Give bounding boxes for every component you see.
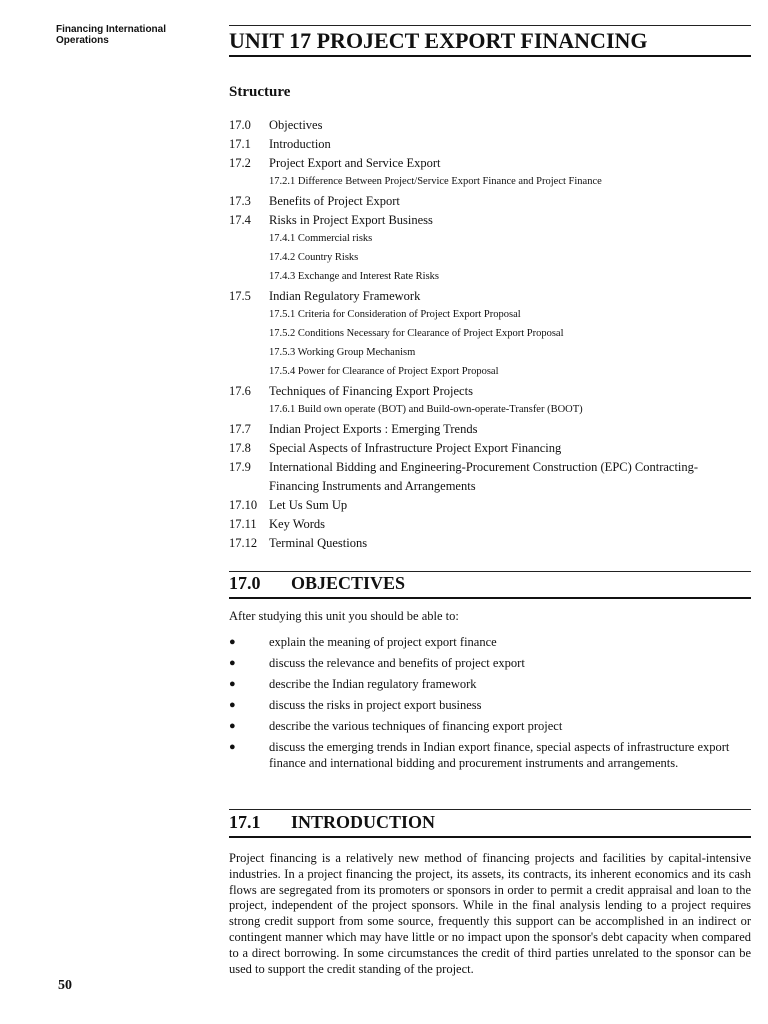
toc-label: 17.5.3 Working Group Mechanism xyxy=(269,347,416,358)
toc-entry xyxy=(229,137,751,156)
toc-subentry xyxy=(229,365,751,384)
toc-label: International Bidding and Engineering-Procurement Construction (EPC) Contracting- xyxy=(269,460,699,474)
objectives-intro: After studying this unit you should be able to: xyxy=(229,609,459,623)
toc-label: Risks in Project Export Business xyxy=(269,213,433,227)
objective-text: describe the Indian regulatory framework xyxy=(269,677,477,691)
objective-item xyxy=(229,719,751,735)
toc-number: 17.5 xyxy=(229,289,251,303)
toc-label: Let Us Sum Up xyxy=(269,498,348,512)
toc-label: Terminal Questions xyxy=(269,536,368,550)
toc-number: 17.2 xyxy=(229,156,251,170)
objectives-section-title: OBJECTIVES xyxy=(291,573,406,593)
toc-entry xyxy=(229,517,751,536)
objective-item xyxy=(229,656,751,672)
unit-title: UNIT 17 PROJECT EXPORT FINANCING xyxy=(229,28,648,53)
toc-entry xyxy=(229,536,751,555)
introduction-section-number: 17.1 xyxy=(229,812,261,832)
introduction-top-rule xyxy=(229,809,751,810)
page-number: 50 xyxy=(58,978,72,993)
toc-number: 17.3 xyxy=(229,194,251,208)
toc-entry xyxy=(229,194,751,213)
toc-number: 17.7 xyxy=(229,422,251,436)
toc-number: 17.9 xyxy=(229,460,251,474)
toc-subentry xyxy=(229,327,751,346)
toc-number: 17.4 xyxy=(229,213,251,227)
objectives-list xyxy=(229,635,751,777)
toc-entry xyxy=(229,441,751,460)
bullet-icon: ● xyxy=(229,657,236,669)
toc-label: 17.4.2 Country Risks xyxy=(269,252,359,263)
toc-label: Indian Project Exports : Emerging Trends xyxy=(269,422,478,436)
objectives-top-rule xyxy=(229,571,751,572)
toc-label: 17.2.1 Difference Between Project/Service Export Finance and Project Finance xyxy=(269,176,602,187)
objective-item xyxy=(229,677,751,693)
toc-entry xyxy=(229,498,751,517)
toc-subentry xyxy=(229,175,751,194)
objective-item xyxy=(229,740,751,771)
toc-label-continuation: Financing Instruments and Arrangements xyxy=(269,479,476,493)
bullet-icon: ● xyxy=(229,636,236,648)
toc-number: 17.0 xyxy=(229,118,251,132)
toc-entry xyxy=(229,384,751,403)
bullet-icon: ● xyxy=(229,720,236,732)
toc-subentry xyxy=(229,308,751,327)
objective-text: discuss the risks in project export business xyxy=(269,698,482,712)
toc-number: 17.12 xyxy=(229,536,258,550)
toc-label: 17.4.3 Exchange and Interest Rate Risks xyxy=(269,271,439,282)
objective-text: describe the various techniques of financing export project xyxy=(269,719,563,733)
toc-label: 17.5.2 Conditions Necessary for Clearance of Project Export Proposal xyxy=(269,328,564,339)
introduction-paragraph: Project financing is a relatively new method of financing projects and facilities by capital-intensive industries. In a project financing the project, its assets, its contracts, its inherent economics and its cash flows are segregated from its promoters or sponsors in order to permit a credit appraisal and loan to the project, independent of the project sponsors. While in the final analysis lending to a project requires strong credit support from some source, frequently this support can be accomplished in an indirect or contingent manner which may have little or no impact upon the sponsor's debt capacity when compared to a direct borrowing. In some circumstances the credit of third parties unrelated to the sponsor can be used to support the credit standing of the project. xyxy=(229,851,751,976)
objective-text: discuss the emerging trends in Indian export finance, special aspects of infrastructure export finance and international bidding and procurement instruments and arrangements. xyxy=(269,740,730,770)
toc-number: 17.10 xyxy=(229,498,258,512)
toc-number: 17.6 xyxy=(229,384,251,398)
objectives-heading xyxy=(229,573,405,594)
introduction-section-title: INTRODUCTION xyxy=(291,812,436,832)
toc-subentry xyxy=(229,270,751,289)
toc-label: 17.5.1 Criteria for Consideration of Project Export Proposal xyxy=(269,309,521,320)
toc-entry xyxy=(229,156,751,175)
toc-number: 17.11 xyxy=(229,517,257,531)
toc-entry xyxy=(229,213,751,232)
running-head: Financing International Operations xyxy=(56,24,167,46)
toc-label: 17.4.1 Commercial risks xyxy=(269,233,373,244)
toc-label: Objectives xyxy=(269,118,323,132)
toc-label: 17.5.4 Power for Clearance of Project Export Proposal xyxy=(269,366,499,377)
toc-subentry xyxy=(229,232,751,251)
objective-text: discuss the relevance and benefits of project export xyxy=(269,656,525,670)
toc-label: Indian Regulatory Framework xyxy=(269,289,421,303)
toc-label: 17.6.1 Build own operate (BOT) and Build-own-operate-Transfer (BOOT) xyxy=(269,404,583,415)
introduction-bottom-rule xyxy=(229,836,751,838)
table-of-contents xyxy=(229,118,751,555)
bullet-icon: ● xyxy=(229,699,236,711)
toc-entry xyxy=(229,289,751,308)
toc-label: Introduction xyxy=(269,137,331,151)
objective-text: explain the meaning of project export finance xyxy=(269,635,497,649)
bullet-icon: ● xyxy=(229,741,236,753)
toc-subentry xyxy=(229,251,751,270)
toc-label: Key Words xyxy=(269,517,326,531)
toc-subentry xyxy=(229,403,751,422)
toc-entry xyxy=(229,118,751,137)
objective-item xyxy=(229,698,751,714)
structure-heading: Structure xyxy=(229,84,291,100)
toc-subentry xyxy=(229,346,751,365)
bullet-icon: ● xyxy=(229,678,236,690)
toc-entry xyxy=(229,460,751,498)
toc-label: Special Aspects of Infrastructure Project Export Financing xyxy=(269,441,562,455)
toc-label: Project Export and Service Export xyxy=(269,156,441,170)
objectives-bottom-rule xyxy=(229,597,751,599)
toc-label: Techniques of Financing Export Projects xyxy=(269,384,473,398)
objectives-section-number: 17.0 xyxy=(229,573,261,593)
title-top-rule xyxy=(229,25,751,26)
toc-number: 17.1 xyxy=(229,137,251,151)
toc-label: Benefits of Project Export xyxy=(269,194,400,208)
objective-item xyxy=(229,635,751,651)
toc-entry xyxy=(229,422,751,441)
introduction-heading xyxy=(229,812,435,833)
toc-number: 17.8 xyxy=(229,441,251,455)
title-bottom-rule xyxy=(229,55,751,57)
